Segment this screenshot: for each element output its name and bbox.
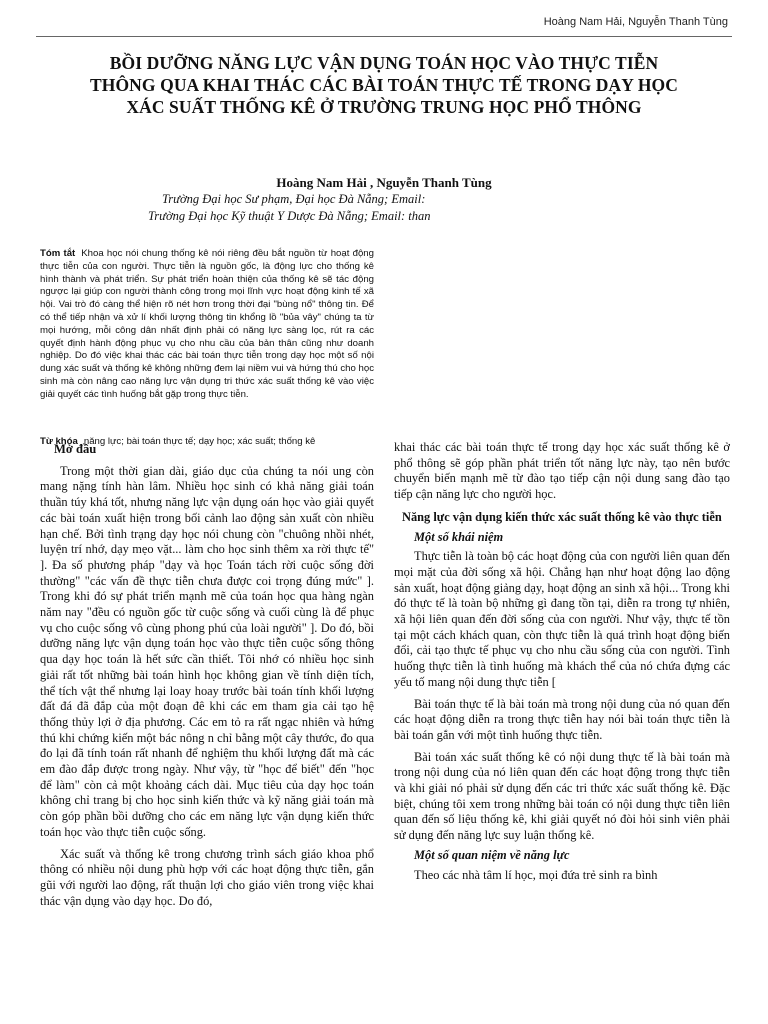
paragraph: khai thác các bài toán thực tế trong dạy học xác suất thống kê ở phổ thông sẽ góp phần phát triển tốt năng lực này, tạo nên bước chuyển biến mạnh mẽ từ đào tạo tiếp cận nội dung sang đào tạo tiếp cận năng lực cho người học. xyxy=(394,440,730,502)
keywords-label: Từ khóa xyxy=(40,436,78,447)
paragraph: Bài toán thực tế là bài toán mà trong nội dung của nó quan đến các hoạt động diễn ra trong thực tiễn hay nói bài toán thực tiễn là bài toán gắn với một tình huống thực tiễn. xyxy=(394,696,730,742)
title-line-1: BỒI DƯỠNG NĂNG LỰC VẬN DỤNG TOÁN HỌC VÀO THỰC TIỄN xyxy=(109,53,659,73)
left-column xyxy=(40,442,374,909)
keywords-text: năng lực; bài toán thực tế; dạy học; xác suất; thống kê xyxy=(83,436,316,447)
header-rule xyxy=(36,36,732,37)
running-head: Hoàng Nam Hải, Nguyễn Thanh Tùng xyxy=(543,16,728,28)
affiliation-1: Trường Đại học Sư phạm, Đại học Đà Nẵng; Email: xyxy=(162,192,426,206)
subsection-heading: Một số khái niệm xyxy=(414,529,504,544)
title-line-3: XÁC SUẤT THỐNG KÊ Ở TRƯỜNG TRUNG HỌC PHỔ THÔNG xyxy=(126,97,642,117)
title-line-2: THÔNG QUA KHAI THÁC CÁC BÀI TOÁN THỰC TẾ TRONG DẠY HỌC xyxy=(89,75,679,95)
subsection-heading: Một số quan niệm về năng lực xyxy=(414,847,570,862)
abstract-label: Tóm tắt xyxy=(40,248,76,259)
right-column xyxy=(394,440,730,883)
authors: Hoàng Nam Hải , Nguyễn Thanh Tùng xyxy=(276,175,492,190)
paragraph: Bài toán xác suất thống kê có nội dung thực tế là bài toán mà trong nội dung của nó liên quan đến các hoạt động trong thực tiễn và khi giải nó phải sử dụng đến các tri thức xác suất thống kê. Đặc biệt, chúng tôi xem trong những bài toán có nội dung thực tiễn liên quan đến số liệu thống kê, khi giải quyết nó đòi hỏi sinh viên phải sử dụng đến năng lực suy luận thống kê. xyxy=(394,749,730,843)
affiliation-2: Trường Đại học Kỹ thuật Y Dược Đà Nẵng; Email: than xyxy=(148,209,431,223)
paragraph: Thực tiễn là toàn bộ các hoạt động của con người liên quan đến mọi mặt của đời sống xã hội. Chẳng hạn như hoạt động lao động sản xuất, hoạt động giảng dạy, hoạt động an sinh xã hội... Trong khi đó thực tế là toàn bộ những gì đang tồn tại, diễn ra trong tự nhiên, xã hội liên quan đến đời sống của con người. Như vậy, thực tế tồn tại một cách khách quan, còn thực tiễn là quá trình hoạt động biến đổi, cải tạo thực tế phục vụ cho nhu cầu sống của con người. Tình huống thực tiễn là tình huống mà khách thể của nó chứa đựng các yếu tố mang nội dung thực tiễn [ xyxy=(394,549,730,689)
affiliations xyxy=(148,191,628,225)
paragraph: Xác suất và thống kê trong chương trình sách giáo khoa phổ thông có nhiều nội dung phù hợp với các hoạt động thực tiễn, gắn gũi với người lao động, rất thuận lợi cho giáo viên trong việc khai thác vận dụng vào dạy học. Do đó, xyxy=(40,846,374,908)
section-heading-intro: Mở đầu xyxy=(54,442,97,456)
paragraph: Theo các nhà tâm lí học, mọi đứa trẻ sinh ra bình xyxy=(414,867,658,882)
abstract xyxy=(40,248,374,402)
paper-title xyxy=(40,52,728,118)
abstract-text: Khoa học nói chung thống kê nói riêng đều bắt nguồn từ hoạt động thực tiễn của con người. Thực tiễn là nguồn gốc, là động lực cho thống kê hình thành và phát triển. Sự phát triển hoàn thiện của thống kê sẽ tác động ngược lại giúp con người thành công trong mọi lĩnh vực hoạt động kinh tế xã hội. Vai trò đó càng thể hiện rõ nét hơn trong thời đại "bùng nổ" thông tin. Để có thể tiếp nhận và xử lí khối lượng thông tin khổng lồ "bủa vây" chúng ta từ mọi hướng, mỗi công dân nhất định phải có năng lực sàng lọc, rút ra các quyết định hành động phục vụ cho nhu cầu của bản thân cũng như doanh nghiệp. Do đó việc khai thác các bài toán thực tiễn trong dạy học một số nội dung xác suất và thống kê không những đem lại niềm vui và hứng thú cho học sinh mà còn nâng cao năng lực vận dụng tri thức xác suất thống kê vào việc giải quyết các tình huống bắt gặp trong thực tiễn. xyxy=(40,248,374,400)
section-heading: Năng lực vận dụng kiến thức xác suất thống kê vào thực tiễn xyxy=(402,509,722,524)
paragraph: Trong một thời gian dài, giáo dục của chúng ta nói ung còn mang nặng tính hàn lâm. Nhiều học sinh có khả năng giải toán thuần túy khá tốt, nhưng năng lực vận dụng oán học vào giải quyết các bài toán xuất hiện trong bối cảnh lao động sản xuất còn nhiều hạn chế. Bởi tình trạng dạy học nói chung còn "chuông nhồi nhét, luyện trí nhớ, dạy mẹo vặt... làm cho học sinh thêm xa rời thực tế" ]. Đa số phương pháp "dạy và học Toán tách rời cuộc sống đời thường" "các vấn đề thực tiễn chưa được coi trọng đúng mức" ]. Trong khi đó sự phát triển mạnh mẽ của toán học qua hàng ngàn năm nay "đều có nguồn gốc từ cuộc sống và cuối cùng là để phục vụ cho cuộc sống vô cùng phong phú của loài người" ]. Do đó, bồi dưỡng năng lực vận dụng toán học vào thực tiễn cuộc sống thông qua dạy học toán là hết sức cần thiết. Tôi nhớ có nhiều học sinh giải rất tốt những bài toán hình học không gian về tính diện tích, thể tích vật thể nhưng lại loay hoay trước bài toán tính khối lượng đất đá đã đắp của một đoạn đê khi các em tham gia cải tạo hệ thống thủy lợi ở địa phương. Các em tỏ ra rất ngạc nhiên và hứng thú khi chứng kiến một bác nông n chỉ bằng một cây thước, đo qua đo lại đã tính toán rất nhanh để nghiệm thu khối lượng đất mà các em đào đắp được trong ngày. Như vậy, từ "học để biết" đến "học để làm" còn cả một khoảng cách dài. Mục tiêu của dạy học toán không chỉ trang bị cho học sinh kiến thức và kỹ năng giải toán mà còn góp phần bồi dưỡng cho các em năng lực vận dụng kiến thức toán học vào thực tiễn cuộc sống. xyxy=(40,463,374,839)
